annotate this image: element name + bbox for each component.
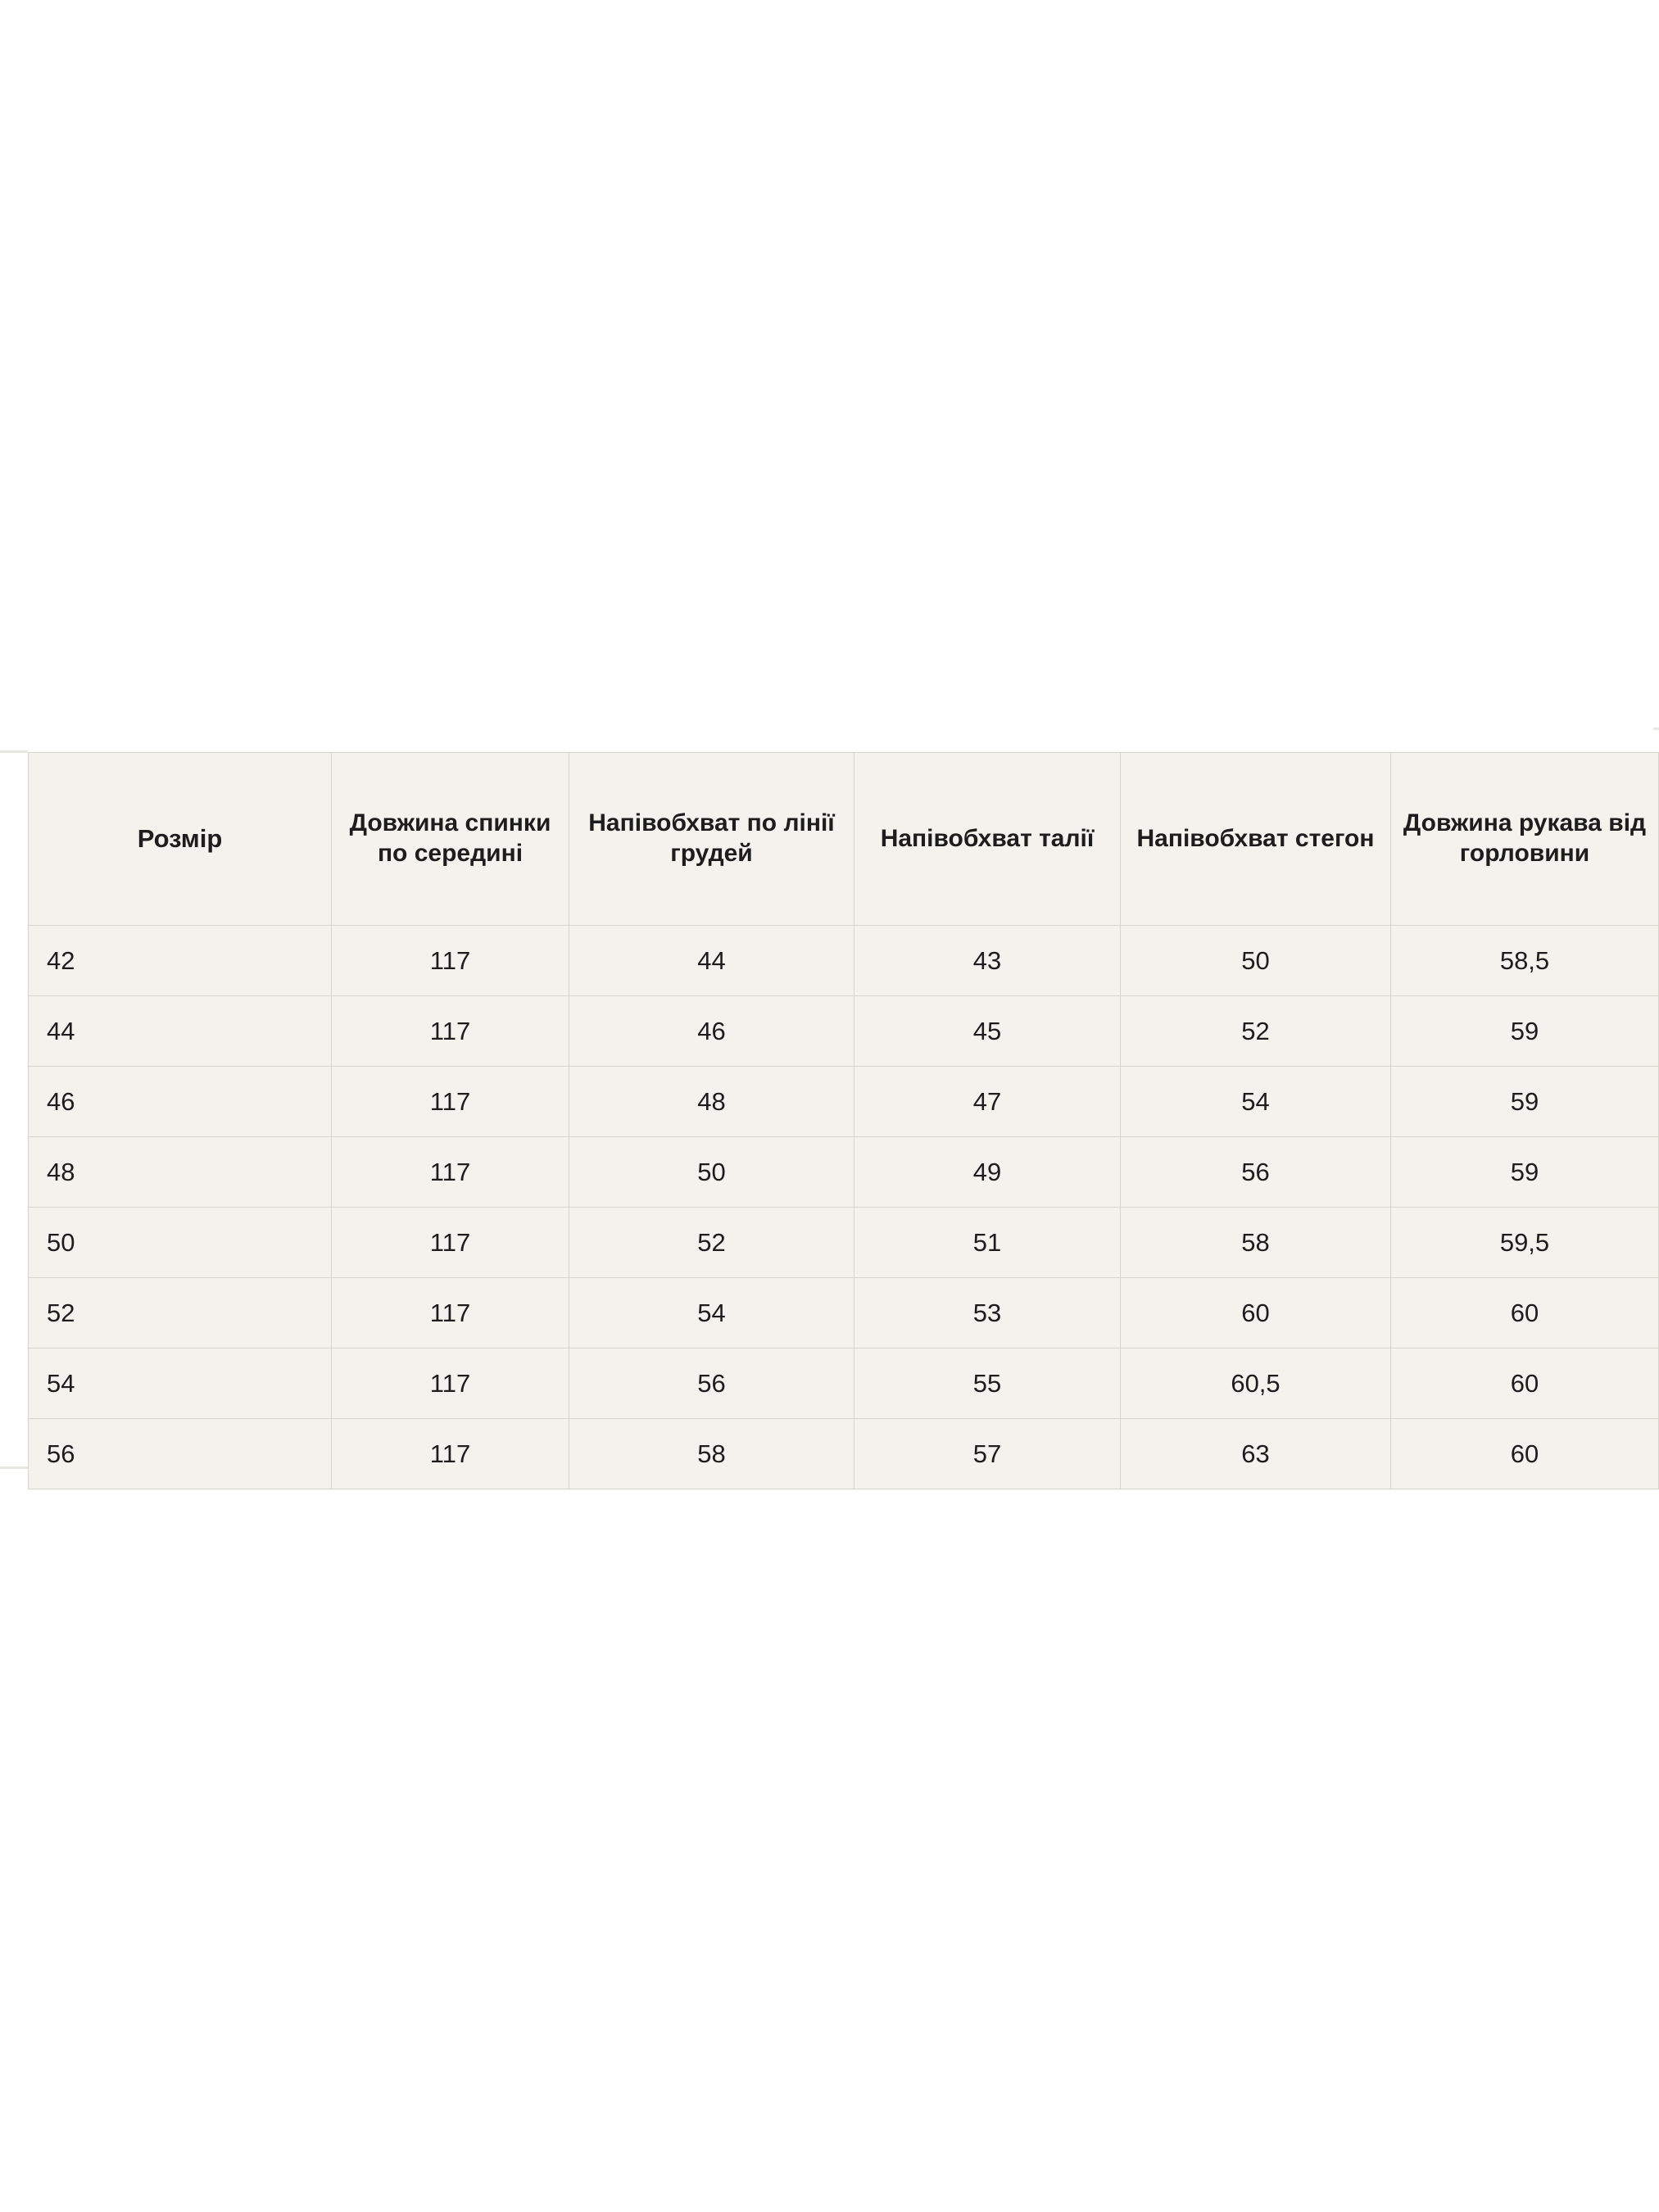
cell-sleeve-length: 60 <box>1391 1349 1659 1419</box>
cell-sleeve-length: 60 <box>1391 1419 1659 1489</box>
table-row <box>29 1137 1659 1208</box>
cell-size: 48 <box>29 1137 332 1208</box>
cell-chest-half-girth: 54 <box>569 1278 854 1349</box>
cell-size: 44 <box>29 996 332 1067</box>
cell-hip-half-girth: 50 <box>1121 926 1391 996</box>
table-row <box>29 1208 1659 1278</box>
size-chart-table <box>28 752 1659 1489</box>
cell-waist-half-girth: 49 <box>854 1137 1121 1208</box>
column-header-sleeve-length: Довжина рукава від горловини <box>1391 753 1659 926</box>
cell-waist-half-girth: 51 <box>854 1208 1121 1278</box>
cell-back-length: 117 <box>332 1208 569 1278</box>
table-row <box>29 1349 1659 1419</box>
table-header <box>29 753 1659 926</box>
column-header-hip-half-girth: Напівобхват стегон <box>1121 753 1391 926</box>
table-body <box>29 926 1659 1489</box>
cell-hip-half-girth: 52 <box>1121 996 1391 1067</box>
cell-sleeve-length: 59 <box>1391 1137 1659 1208</box>
cell-chest-half-girth: 50 <box>569 1137 854 1208</box>
cell-waist-half-girth: 55 <box>854 1349 1121 1419</box>
cell-chest-half-girth: 58 <box>569 1419 854 1489</box>
page-edge-mark-left-top <box>0 750 28 753</box>
cell-waist-half-girth: 45 <box>854 996 1121 1067</box>
cell-back-length: 117 <box>332 1349 569 1419</box>
cell-hip-half-girth: 63 <box>1121 1419 1391 1489</box>
cell-size: 56 <box>29 1419 332 1489</box>
cell-back-length: 117 <box>332 1137 569 1208</box>
cell-size: 54 <box>29 1349 332 1419</box>
column-header-size: Розмір <box>29 753 332 926</box>
cell-sleeve-length: 58,5 <box>1391 926 1659 996</box>
cell-back-length: 117 <box>332 1278 569 1349</box>
cell-hip-half-girth: 54 <box>1121 1067 1391 1137</box>
cell-chest-half-girth: 52 <box>569 1208 854 1278</box>
cell-size: 42 <box>29 926 332 996</box>
cell-back-length: 117 <box>332 996 569 1067</box>
cell-chest-half-girth: 46 <box>569 996 854 1067</box>
cell-back-length: 117 <box>332 926 569 996</box>
cell-hip-half-girth: 56 <box>1121 1137 1391 1208</box>
cell-waist-half-girth: 43 <box>854 926 1121 996</box>
cell-sleeve-length: 59 <box>1391 1067 1659 1137</box>
page-edge-mark-left-bottom <box>0 1466 28 1469</box>
cell-back-length: 117 <box>332 1067 569 1137</box>
cell-sleeve-length: 59,5 <box>1391 1208 1659 1278</box>
cell-chest-half-girth: 48 <box>569 1067 854 1137</box>
cell-chest-half-girth: 44 <box>569 926 854 996</box>
size-chart-container <box>28 752 1658 1489</box>
cell-sleeve-length: 59 <box>1391 996 1659 1067</box>
cell-hip-half-girth: 58 <box>1121 1208 1391 1278</box>
cell-waist-half-girth: 57 <box>854 1419 1121 1489</box>
cell-hip-half-girth: 60 <box>1121 1278 1391 1349</box>
cell-size: 50 <box>29 1208 332 1278</box>
cell-hip-half-girth: 60,5 <box>1121 1349 1391 1419</box>
column-header-back-length: Довжина спинки по середині <box>332 753 569 926</box>
column-header-waist-half-girth: Напівобхват талії <box>854 753 1121 926</box>
table-row <box>29 926 1659 996</box>
cell-back-length: 117 <box>332 1419 569 1489</box>
cell-sleeve-length: 60 <box>1391 1278 1659 1349</box>
table-row <box>29 996 1659 1067</box>
page-edge-mark-right-top <box>1653 728 1659 730</box>
table-header-row <box>29 753 1659 926</box>
cell-chest-half-girth: 56 <box>569 1349 854 1419</box>
column-header-chest-half-girth: Напівобхват по лінії грудей <box>569 753 854 926</box>
cell-size: 52 <box>29 1278 332 1349</box>
cell-waist-half-girth: 53 <box>854 1278 1121 1349</box>
table-row <box>29 1067 1659 1137</box>
cell-size: 46 <box>29 1067 332 1137</box>
table-row <box>29 1278 1659 1349</box>
cell-waist-half-girth: 47 <box>854 1067 1121 1137</box>
table-row <box>29 1419 1659 1489</box>
